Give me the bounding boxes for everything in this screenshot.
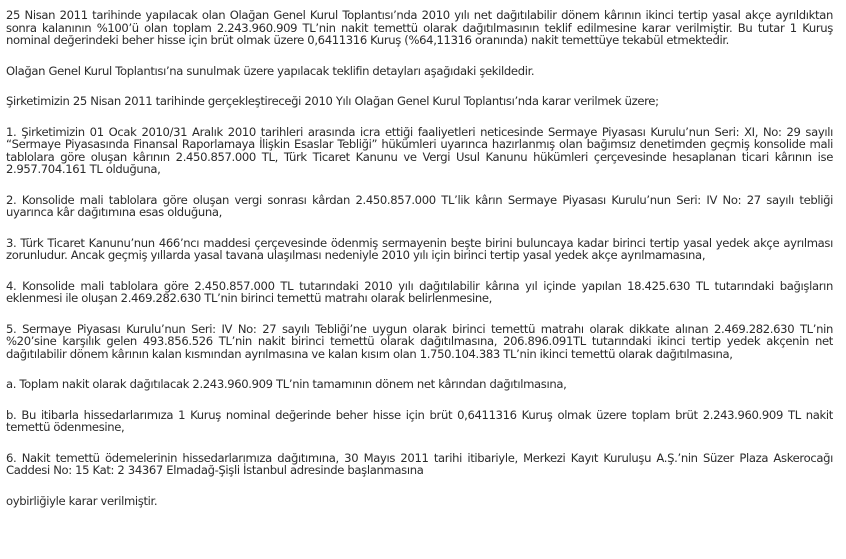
paragraph-item-3: 3. Türk Ticaret Kanunu’nun 466’ncı maddesi çerçevesinde ödenmiş sermayenin beşte birini buluncaya kadar birinci tertip yasal yedek akçe ayrılması zorunludur. Ancak geçmiş yıllarda yasal tavana ulaşılması nedeniyle 2010 yılı için birinci tertip yasal yedek akçe ayrılmamasına, bbox=[6, 235, 833, 262]
paragraph-item-5: 5. Sermaye Piyasası Kurulu’nun Seri: IV No: 27 sayılı Tebliği’ne uygun olarak birinci temettü matrahı olarak dikkate alınan 2.469.282.630 TL’nin %20’sine karşılık gelen 493.856.526 TL’nin nakit birinci temettü olarak dağıtılmasına, 206.896.091TL tutarındaki ikinci tertip yedek akçenin net dağıtılabilir dönem kârının kalan kısmından ayrılmasına ve kalan kısım olan 1.750.104.383 TL’nin ikinci temettü olarak dağıtılmasına, bbox=[6, 321, 833, 361]
paragraph-item-a: a. Toplam nakit olarak dağıtılacak 2.243.960.909 TL’nin tamamının dönem net kârından dağıtılmasına, bbox=[6, 377, 567, 391]
paragraph-item-4: 4. Konsolide mali tablolara göre 2.450.857.000 TL tutarındaki 2010 yılı dağıtılabilir kârına yıl içinde yapılan 18.425.630 TL tutarındaki bağışların eklenmesi ile oluşan 2.469.282.630 TL’nin birinci temettü matrahı olarak belirlenmesine, bbox=[6, 278, 833, 305]
paragraph-resolution-lead: Şirketimizin 25 Nisan 2011 tarihinde gerçekleştireceği 2010 Yılı Olağan Genel Kurul Toplantısı’nda karar verilmek üzere; bbox=[6, 94, 659, 108]
paragraph-item-b: b. Bu itibarla hissedarlarımıza 1 Kuruş nominal değerinde beher hisse için brüt 0,6411316 Kuruş olmak üzere toplam brüt 2.243.960.909 TL nakit temettü ödenmesine, bbox=[6, 407, 833, 434]
paragraph-intro: 25 Nisan 2011 tarihinde yapılacak olan Olağan Genel Kurul Toplantısı’nda 2010 yılı net dağıtılabilir dönem kârının ikinci tertip yasal akçe ayrıldıktan sonra kalanının %100’ü olan toplam 2.243.960.909 TL’nin nakit temettü olarak dağıtılmasının teklif edilmesine karar verilmiştir. Bu tutar 1 Kuruş nominal değerindeki beher hisse için brüt olmak üzere 0,6411316 Kuruş (%64,11316 oranında) nakit temettüye tekabül etmektedir. bbox=[6, 8, 833, 47]
paragraph-item-6: 6. Nakit temettü ödemelerinin hissedarlarımıza dağıtımına, 30 Mayıs 2011 tarihi itibariyle, Merkezi Kayıt Kuruluşu A.Ş.’nin Süzer Plaza Askerocağı Caddesi No: 15 Kat: 2 34367 Elmadağ-Şişli İstanbul adresinde başlanmasına bbox=[6, 450, 833, 477]
paragraph-item-1: 1. Şirketimizin 01 Ocak 2010/31 Aralık 2010 tarihleri arasında icra ettiği faaliyetleri neticesinde Sermaye Piyasası Kurulu’nun Seri: XI, No: 29 sayılı “Sermaye Piyasasında Finansal Raporlamaya İlişkin Esaslar Tebliği” hükümleri uyarınca hazırlanmış olan bağımsız denetimden geçmiş konsolide mali tablolara göre oluşan kârının 2.450.857.000 TL, Türk Ticaret Kanunu ve Vergi Usul Kanunu hükümleri çerçevesinde hesaplanan ticari kârının ise 2.957.704.161 TL olduğuna, bbox=[6, 124, 833, 176]
paragraph-details-heading: Olağan Genel Kurul Toplantısı’na sunulmak üzere yapılacak teklifin detayları aşağıdaki şekildedir. bbox=[6, 63, 535, 78]
paragraph-item-2: 2. Konsolide mali tablolara göre oluşan vergi sonrası kârdan 2.450.857.000 TL’lik kârın Sermaye Piyasası Kurulu’nun Seri: IV No: 27 sayılı tebliği uyarınca kâr dağıtımına esas olduğuna, bbox=[6, 192, 833, 219]
document-body bbox=[6, 9, 833, 507]
paragraph-closing: oybirliğiyle karar verilmiştir. bbox=[6, 493, 158, 508]
